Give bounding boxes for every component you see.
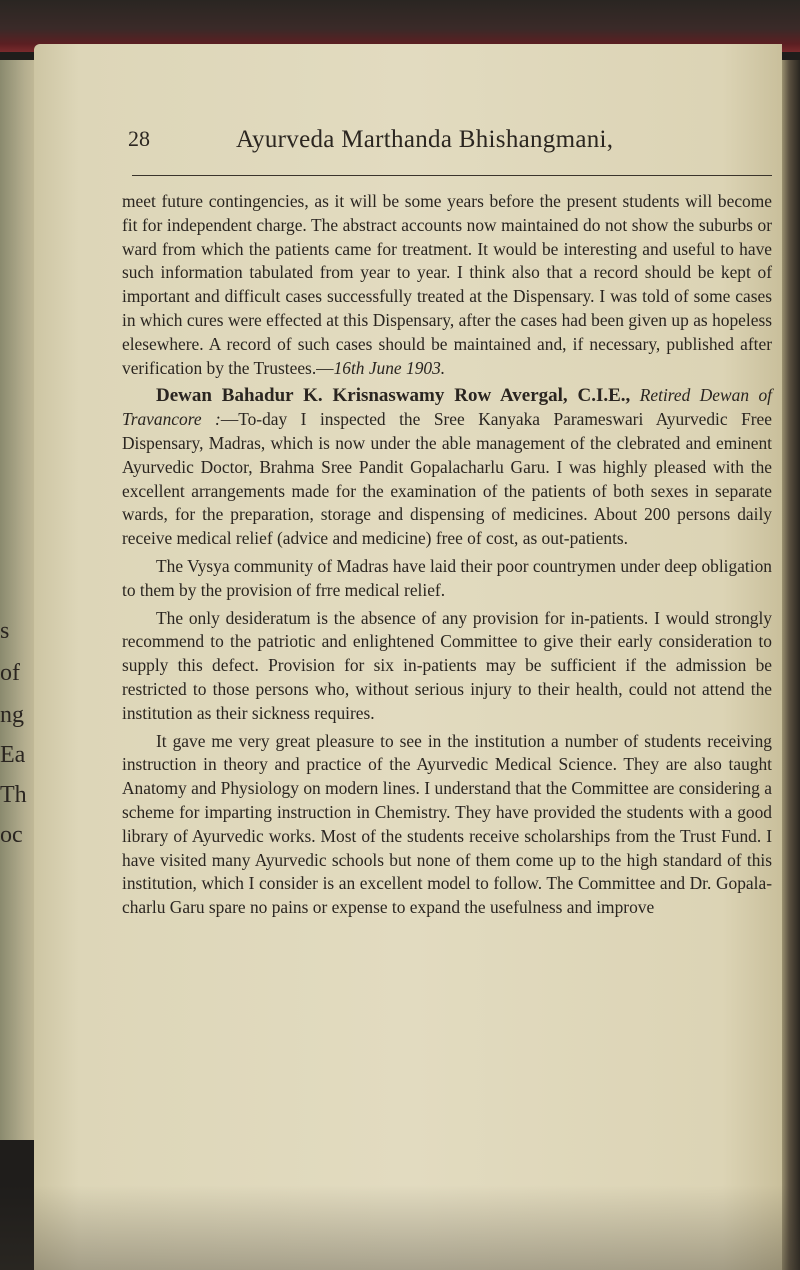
paragraph-1-date: 16th June 1903. xyxy=(333,357,446,378)
page-header xyxy=(128,126,768,166)
facing-page-fragment: Ea xyxy=(0,742,26,768)
paragraph-3: The Vysya community of Madras have laid their poor countrymen under deep obligation to them by the provision of frre medical relief. xyxy=(122,555,772,600)
page-bottom-shadow xyxy=(0,1185,800,1270)
paragraph-4: The only desideratum is the absence of any provision for in-patients. I would strongly recommend to the patriotic and enlightened Committee to give their early consideration to supply this defect. Provision for six in-patients may be sufficient if the admission be restricted to those persons who, without serious injury to their health, could not attend the institution as their sickness requires. xyxy=(122,607,772,723)
testimonial-author: Dewan Bahadur K. Krisnaswamy Row Avergal, C.I.E., xyxy=(156,385,631,407)
paragraph-1 xyxy=(122,190,772,380)
running-title: Ayurveda Marthanda Bhishangmani, xyxy=(236,126,614,153)
facing-page-fragment: oc xyxy=(0,822,23,848)
paragraph-1-text: meet future contingencies, as it will be some years before the present students will become fit for independent charge. The abstract accounts now maintained do not show the suburbs or ward from which the patients came for treatment. It would be interesting and useful to have such information tabulated from year to year. I think also that a record should be kept of important and difficult cases successfully treated at the Dispensary. I was told of some cases in which cures were effected at this Dispensary, after the cases had been given up as hopeless elesewhere. A record of such cases should be maintained and, if necessary, published after verification by the Trustees.— xyxy=(122,191,772,378)
paragraph-2 xyxy=(122,384,772,551)
paragraph-5: It gave me very great pleasure to see in the institution a number of students receiving instruction in theory and practice of the Ayurvedic Medical Science. They are also taught Anatomy and Physiology on modern lines. I understand that the Committee are considering a scheme for imparting instruction in Chemistry. They have provided the students with a good library of Ayurvedic works. Most of the students receive scholarships from the Trust Fund. I have visited many Ayurvedic schools but none of them come up to the high standard of this institution, which I consider is an excellent model to follow. The Committee and Dr. Gopala-charlu Garu spare no pains or expense to expand the usefulness and improve xyxy=(122,730,772,918)
page-body xyxy=(122,190,772,920)
facing-page-fragment: s xyxy=(0,618,10,644)
page-right-edge xyxy=(782,60,800,1270)
header-rule xyxy=(132,175,772,176)
facing-page-fragment: of xyxy=(0,660,20,686)
facing-page-fragment: Th xyxy=(0,782,27,808)
testimonial-author-title: Retired Dewan of Travancore : xyxy=(122,385,772,430)
paragraph-2-text: —To-day I inspected the Sree Kanyaka Parameswari Ayurvedic Free Dispensary, Madras, which is now under the able management of the clebrated and eminent Ayurvedic Doctor, Brahma Sree Pandit Gopalacharlu Garu. I was highly pleased with the excellent arrangements made for the examination of the patients of both sexes in separate wards, for the preparation, storage and dispensing of medicines. About 200 persons daily receive medical relief (advice and medicine) free of cost, as out-patients. xyxy=(122,409,772,549)
facing-page-fragment: ng xyxy=(0,702,24,728)
page-number: 28 xyxy=(128,126,150,151)
